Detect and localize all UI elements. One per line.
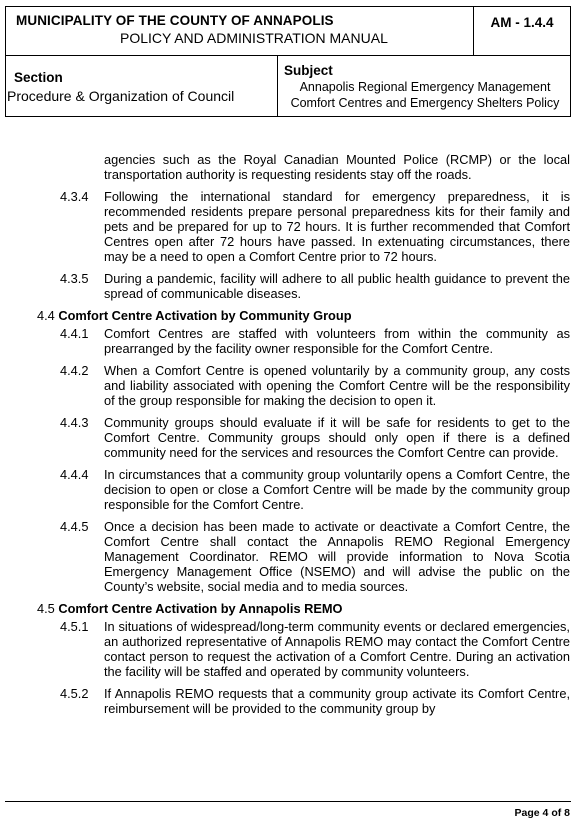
section-heading-4-5 bbox=[37, 601, 578, 616]
subject-value bbox=[278, 80, 572, 111]
clause-4-5-1 bbox=[60, 619, 570, 679]
organization-name: MUNICIPALITY OF THE COUNTY OF ANNAPOLIS bbox=[16, 13, 334, 28]
page-total: 8 bbox=[564, 807, 570, 819]
page-number bbox=[515, 807, 570, 819]
clause-4-4-2 bbox=[60, 363, 570, 408]
clause-text: Comfort Centres are staffed with volunteers from within the community as prearranged by the facility owner responsible for the Comfort Centre. bbox=[104, 326, 570, 356]
page-current: 4 bbox=[542, 807, 549, 819]
policy-code: AM - 1.4.4 bbox=[490, 15, 554, 30]
clause-text: During a pandemic, facility will adhere to all public health guidance to prevent the spread of communicable diseases. bbox=[104, 271, 570, 301]
clause-number: 4.4.1 bbox=[60, 326, 89, 341]
subject-line: Annapolis Regional Emergency Management bbox=[299, 80, 551, 94]
document-header bbox=[5, 6, 571, 117]
section-value: Procedure & Organization of Council bbox=[7, 88, 235, 104]
clause-number: 4.4.5 bbox=[60, 519, 89, 534]
clause-number: 4.3.4 bbox=[60, 189, 89, 204]
clause-text: In circumstances that a community group voluntarily opens a Comfort Centre, the decision to open or close a Comfort Centre will be made by the community group responsible for the Comfort Centre. bbox=[104, 467, 570, 512]
clause-text: In situations of widespread/long-term community events or declared emergencies, an authorized representative of Annapolis REMO may contact the Comfort Centre contact person to request the activation of a Comfort Centre. During an activation the facility will be staffed and operated by community volunteers. bbox=[104, 619, 570, 679]
clause-number: 4.4.4 bbox=[60, 467, 89, 482]
clause-4-5-2 bbox=[60, 686, 570, 716]
clause-4-4-3 bbox=[60, 415, 570, 460]
clause-text: When a Comfort Centre is opened voluntarily by a community group, any costs and liability associated with opening the Comfort Centre will be the responsibility of the group responsible for making the decision to open it. bbox=[104, 363, 570, 408]
section-number: 4.5 bbox=[37, 601, 55, 616]
clause-4-4-1 bbox=[60, 326, 570, 356]
clause-number: 4.4.2 bbox=[60, 363, 89, 378]
clause-number: 4.4.3 bbox=[60, 415, 89, 430]
section-title: Comfort Centre Activation by Annapolis REMO bbox=[58, 601, 343, 616]
section-heading-4-4 bbox=[37, 308, 578, 323]
continuation-paragraph: agencies such as the Royal Canadian Mounted Police (RCMP) or the local transportation authority is requesting residents stay off the roads. bbox=[104, 152, 570, 182]
clause-text: Following the international standard for emergency preparedness, it is recommended residents prepare personal preparedness kits for their family and pets and be prepared for up to 72 hours. It is further recommended that Comfort Centres open after 72 hours have passed. In extenuating circumstances, there may be a need to open a Comfort Centre prior to 72 hours. bbox=[104, 189, 570, 264]
section-number: 4.4 bbox=[37, 308, 55, 323]
page-prefix: Page bbox=[514, 807, 540, 819]
clause-text: Once a decision has been made to activate or deactivate a Comfort Centre, the Comfort Centre shall contact the Annapolis REMO Regional Emergency Management Coordinator. REMO will provide information to Nova Scotia Emergency Management Office (NSEMO) and will advise the public on the County’s website, social media and to media sources. bbox=[104, 519, 570, 594]
page-of: of bbox=[551, 807, 562, 819]
subject-label: Subject bbox=[284, 63, 333, 78]
subject-line: Comfort Centres and Emergency Shelters Policy bbox=[290, 95, 560, 110]
section-label: Section bbox=[14, 70, 63, 85]
clause-4-4-5 bbox=[60, 519, 570, 594]
clause-text: Community groups should evaluate if it will be safe for residents to get to the Comfort Centre. Community groups should only open if there is a defined community need for the services and resources the Comfort Centre can provide. bbox=[104, 415, 570, 460]
clause-text: If Annapolis REMO requests that a community group activate its Comfort Centre, reimbursement will be provided to the community group by bbox=[104, 686, 570, 716]
clause-number: 4.3.5 bbox=[60, 271, 89, 286]
clause-4-4-4 bbox=[60, 467, 570, 512]
clause-number: 4.5.1 bbox=[60, 619, 89, 634]
document-body bbox=[0, 152, 578, 723]
section-title: Comfort Centre Activation by Community Group bbox=[58, 308, 352, 323]
footer-rule bbox=[5, 801, 571, 802]
header-divider bbox=[6, 55, 570, 56]
clause-4-3-4 bbox=[60, 189, 570, 264]
clause-4-3-5 bbox=[60, 271, 570, 301]
manual-title: POLICY AND ADMINISTRATION MANUAL bbox=[120, 30, 388, 46]
clause-number: 4.5.2 bbox=[60, 686, 89, 701]
